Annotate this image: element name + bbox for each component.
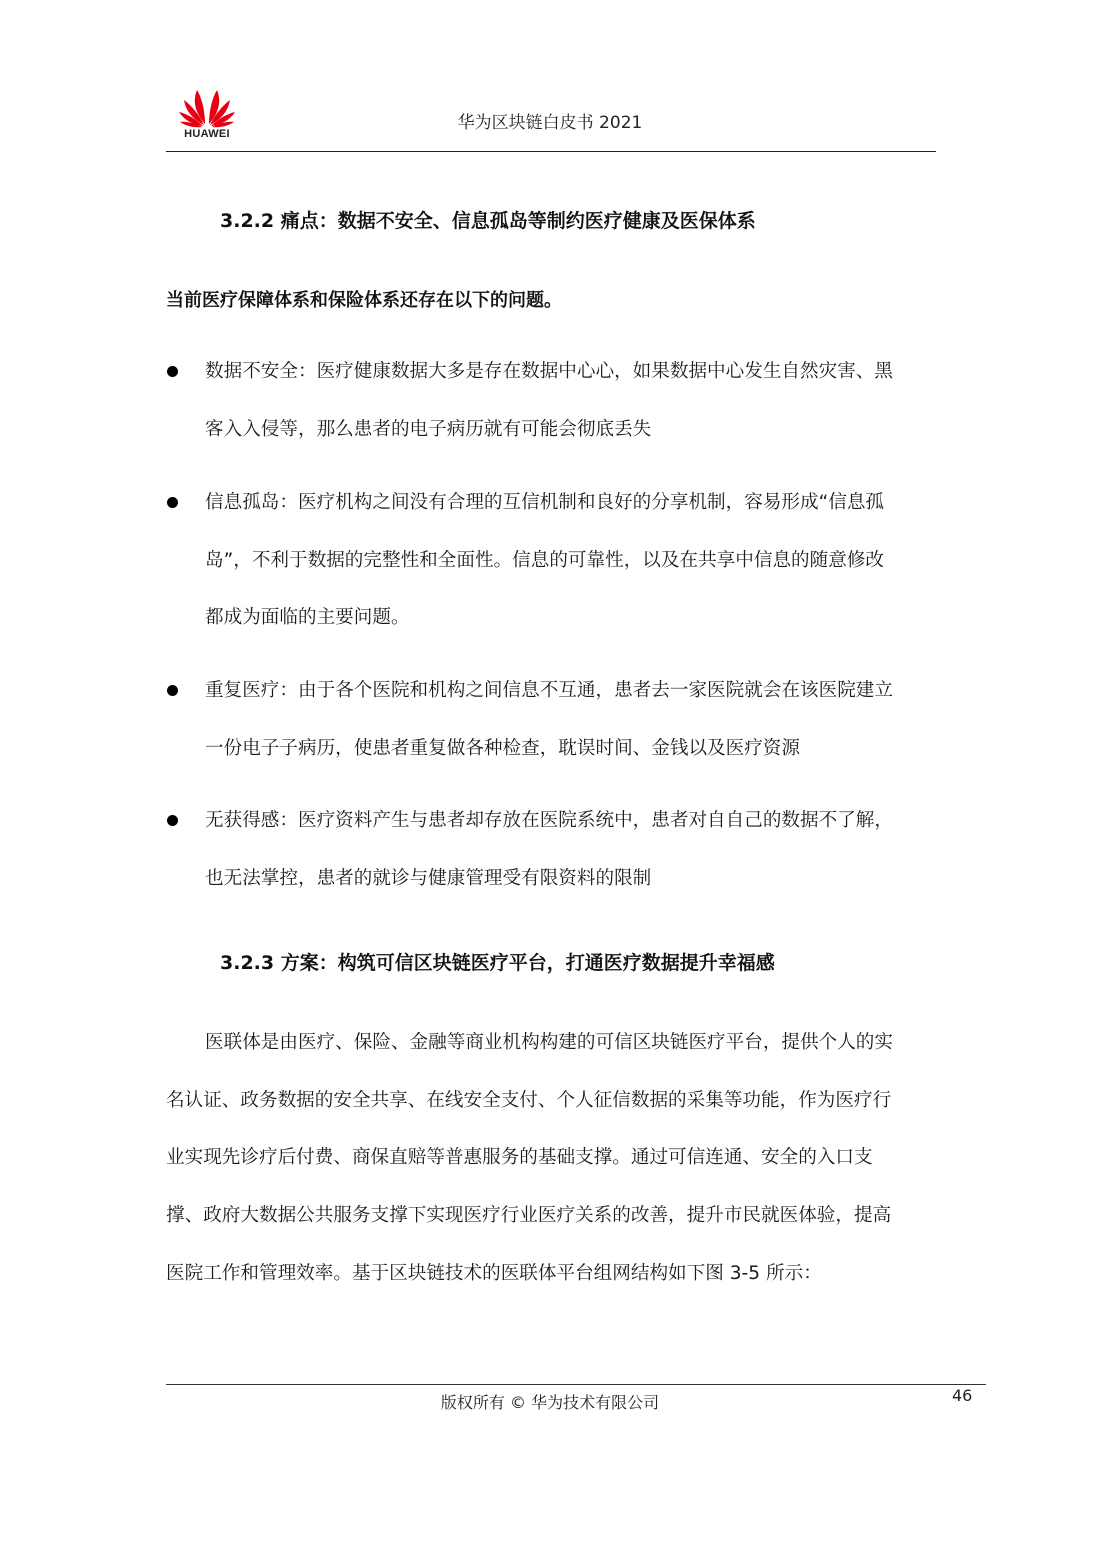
bullet-1-line-1: 数据不安全：医疗健康数据大多是存在数据中心心，如果数据中心发生自然灾害、黑 xyxy=(205,361,893,382)
footer-divider xyxy=(166,1384,986,1385)
bullet-4-line-1: 无获得感：医疗资料产生与患者却存放在医院系统中，患者对自自己的数据不了解， xyxy=(205,810,893,831)
page-number: 46 xyxy=(952,1386,973,1405)
bullet-dot-icon xyxy=(167,815,178,826)
logo-wordmark: HUAWEI xyxy=(184,128,230,140)
copyright-notice: 版权所有 © 华为技术有限公司 xyxy=(440,1393,660,1412)
section-heading-3-2-2: 3.2.2 痛点：数据不安全、信息孤岛等制约医疗健康及医保体系 xyxy=(220,210,756,232)
bullet-2-line-3: 都成为面临的主要问题。 xyxy=(205,607,410,628)
paragraph-line-3: 业实现先诊疗后付费、商保直赔等普惠服务的基础支撑。通过可信连通、安全的入口支 xyxy=(166,1147,873,1168)
intro-sentence: 当前医疗保障体系和保险体系还存在以下的问题。 xyxy=(166,290,562,311)
bullet-dot-icon xyxy=(167,497,178,508)
paragraph-line-1: 医联体是由医疗、保险、金融等商业机构构建的可信区块链医疗平台，提供个人的实 xyxy=(205,1032,893,1053)
section-heading-3-2-3: 3.2.3 方案：构筑可信区块链医疗平台，打通医疗数据提升幸福感 xyxy=(220,952,775,974)
paragraph-line-5: 医院工作和管理效率。基于区块链技术的医联体平台组网结构如下图 3-5 所示： xyxy=(166,1263,822,1284)
huawei-logo xyxy=(176,84,238,144)
huawei-petals-icon xyxy=(176,84,238,128)
document-title: 华为区块链白皮书 2021 xyxy=(457,113,643,133)
bullet-dot-icon xyxy=(167,685,178,696)
paragraph-line-2: 名认证、政务数据的安全共享、在线安全支付、个人征信数据的采集等功能，作为医疗行 xyxy=(166,1090,892,1111)
bullet-2-line-1: 信息孤岛：医疗机构之间没有合理的互信机制和良好的分享机制，容易形成“信息孤 xyxy=(205,492,885,513)
bullet-4-line-2: 也无法掌控，患者的就诊与健康管理受有限资料的限制 xyxy=(205,868,652,889)
bullet-1-line-2: 客入入侵等，那么患者的电子病历就有可能会彻底丢失 xyxy=(205,419,652,440)
bullet-3-line-1: 重复医疗：由于各个医院和机构之间信息不互通，患者去一家医院就会在该医院建立 xyxy=(205,680,893,701)
bullet-2-line-2: 岛”，不利于数据的完整性和全面性。信息的可靠性，以及在共享中信息的随意修改 xyxy=(205,550,885,571)
bullet-3-line-2: 一份电子子病历，使患者重复做各种检查，耽误时间、金钱以及医疗资源 xyxy=(205,738,801,759)
paragraph-line-4: 撑、政府大数据公共服务支撑下实现医疗行业医疗关系的改善，提升市民就医体验，提高 xyxy=(166,1205,892,1226)
bullet-dot-icon xyxy=(167,366,178,377)
header-divider xyxy=(166,151,936,152)
